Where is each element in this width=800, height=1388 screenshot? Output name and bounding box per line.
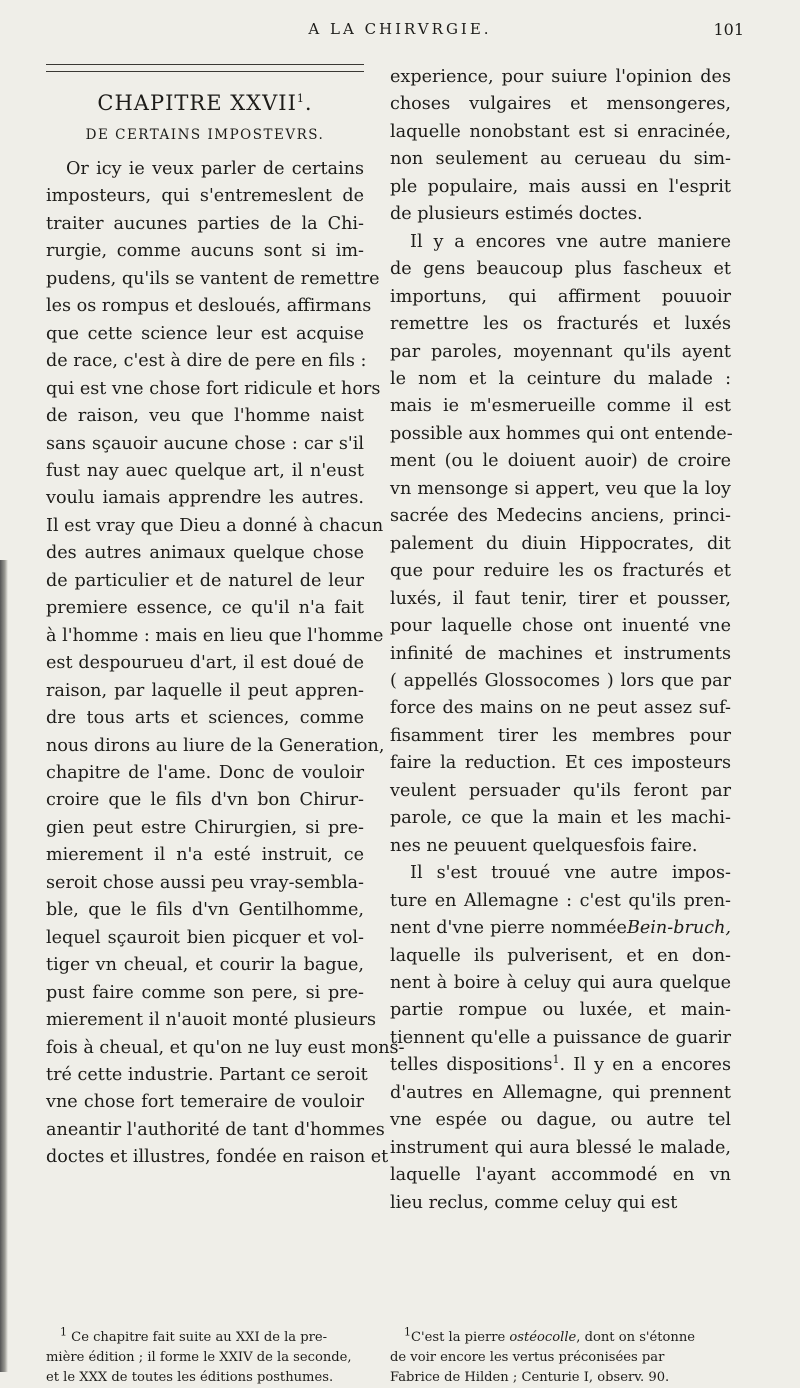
text-line: non seulement au cerueau du sim-: [390, 149, 731, 170]
text-line: doctes et illustres, fondée en raison et: [46, 1147, 389, 1168]
text-line: fois à cheual, et qu'on ne luy eust mons-: [46, 1037, 405, 1058]
text-line: Il est vray que Dieu a donné à chacun: [46, 515, 384, 536]
footnote-line: $^1$C'est la pierre ostéocolle, dont on s'étonne: [404, 1325, 696, 1345]
text-line: qui est vne chose fort ridicule et hors: [46, 378, 381, 399]
text-line: que pour reduire les os fracturés et: [390, 561, 731, 582]
text-line: pust faire comme son pere, si pre-: [46, 982, 364, 1003]
text-line: pudens, qu'ils se vantent de remettre: [46, 268, 380, 289]
text-line: possible aux hommes qui ont entende-: [390, 423, 733, 444]
text-line: traiter aucunes parties de la Chi-: [46, 213, 364, 234]
footnote-line: de voir encore les vertus préconisées par: [390, 1350, 665, 1365]
footnote-line: et le XXX de toutes les éditions posthumes.: [46, 1370, 334, 1385]
text-line: nes ne peuuent quelquesfois faire.: [390, 835, 698, 856]
text-line: importuns, qui affirment pouuoir: [390, 286, 731, 307]
text-line: d'autres en Allemagne, qui prennent: [390, 1082, 731, 1103]
text-line: luxés, il faut tenir, tirer et pousser,: [390, 588, 731, 609]
text-line: vne espée ou dague, ou autre tel: [390, 1110, 731, 1131]
text-line: tiennent qu'elle a puissance de guarir: [390, 1027, 731, 1048]
right-column-text: [390, 64, 731, 1217]
text-line: Il s'est trouué vne autre impos-: [410, 863, 731, 884]
heading-rule: [46, 64, 364, 72]
text-line: le nom et la ceinture du malade :: [390, 368, 731, 389]
text-line: raison, par laquelle il peut appren-: [46, 680, 364, 701]
text-line: laquelle nonobstant est si enracinée,: [390, 121, 731, 142]
text-line: est despourueu d'art, il est doué de: [46, 653, 364, 674]
text-line: ble, que le fils d'vn Gentilhomme,: [46, 900, 364, 921]
text-line: les os rompus et desloués, affirmans: [46, 296, 372, 317]
text-line: tré cette industrie. Partant ce seroit: [46, 1064, 368, 1085]
text-line: des autres animaux quelque chose: [46, 543, 364, 564]
text-line: mais ie m'esmerueille comme il est: [390, 396, 731, 417]
text-line: lieu reclus, comme celuy qui est: [390, 1192, 678, 1213]
text-line: sans sçauoir aucune chose : car s'il: [46, 433, 364, 454]
text-line: lequel sçauroit bien picquer et vol-: [46, 927, 364, 948]
text-line: tiger vn cheual, et courir la bague,: [46, 955, 364, 976]
footnote-line: mière édition ; il forme le XXIV de la seconde,: [46, 1350, 352, 1365]
right-column: [390, 64, 731, 1217]
text-line: parole, ce que la main et les machi-: [390, 808, 731, 829]
text-line: nent à boire à celuy qui aura quelque: [390, 972, 731, 993]
text-line: chapitre de l'ame. Donc de vouloir: [46, 762, 364, 783]
text-line: partie rompue ou luxée, et main-: [390, 1000, 731, 1021]
text-line: sacrée des Medecins anciens, princi-: [390, 506, 731, 527]
text-line: Il y a encores vne autre maniere: [410, 231, 731, 252]
text-line: aneantir l'authorité de tant d'hommes: [46, 1119, 385, 1140]
text-line: ment (ou le doiuent auoir) de croire: [390, 451, 731, 472]
footnote-right: [390, 1325, 731, 1388]
text-line: ( appellés Glossocomes ) lors que par: [390, 670, 731, 691]
text-line: pour laquelle chose ont inuenté vne: [390, 616, 731, 637]
footnote-line: $^1$ Ce chapitre fait suite au XXI de la pre-: [60, 1325, 328, 1345]
text-line: dre tous arts et sciences, comme: [46, 708, 364, 729]
text-line: mierement il n'a esté instruit, ce: [46, 845, 364, 866]
text-line: rurgie, comme aucuns sont si im-: [46, 241, 364, 262]
text-line: infinité de machines et instruments: [390, 643, 731, 664]
text-line: Or icy ie veux parler de certains: [66, 159, 364, 179]
text-line: laquelle ils pulverisent, et en don-: [390, 945, 731, 966]
chapter-title: CHAPITRE XXVII$^1$.: [97, 91, 313, 115]
text-line: faire la reduction. Et ces imposteurs: [390, 753, 731, 774]
text-line: croire que le fils d'vn bon Chirur-: [46, 790, 364, 811]
text-line: à l'homme : mais en lieu que l'homme: [46, 625, 384, 646]
page-number: 101: [713, 20, 744, 39]
text-line: veulent persuader qu'ils feront par: [390, 780, 731, 801]
chapter-subtitle: DE CERTAINS IMPOSTEVRS.: [85, 127, 325, 143]
text-line: ple populaire, mais aussi en l'esprit: [390, 176, 731, 197]
text-line: seroit chose aussi peu vray-sembla-: [46, 872, 364, 893]
text-line: palement du diuin Hippocrates, dit: [390, 533, 731, 554]
text-line: choses vulgaires et mensongeres,: [390, 94, 731, 115]
footnote-line: Fabrice de Hilden ; Centurie I, observ. 90.: [390, 1370, 670, 1385]
text-line: de particulier et de naturel de leur: [46, 570, 364, 591]
left-column-text: [46, 156, 405, 1172]
stone-name: Bein-bruch,: [626, 918, 731, 939]
footnote-left: [46, 1325, 364, 1388]
text-line: que cette science leur est acquise: [46, 323, 364, 344]
text-line: gien peut estre Chirurgien, si pre-: [46, 817, 364, 838]
left-column: [46, 64, 405, 1172]
text-line: mierement il n'auoit monté plusieurs: [46, 1010, 377, 1031]
footnote-marker: 1: [552, 1053, 560, 1067]
text-line: vne chose fort temeraire de vouloir: [46, 1092, 364, 1113]
text-line: force des mains on ne peut assez suf-: [390, 698, 731, 719]
text-line: nous dirons au liure de la Generation,: [46, 735, 385, 756]
running-head: A LA CHIRVRGIE.: [308, 20, 492, 38]
text-line: de gens beaucoup plus fascheux et: [390, 259, 731, 280]
text-line: fisamment tirer les membres pour: [390, 725, 731, 746]
text-line: remettre les os fracturés et luxés: [390, 314, 731, 335]
text-line: laquelle l'ayant accommodé en vn: [390, 1165, 731, 1186]
text-line: fust nay auec quelque art, il n'eust: [46, 460, 364, 481]
text-line: ture en Allemagne : c'est qu'ils pren-: [390, 890, 731, 911]
footnote-marker: 1: [296, 92, 305, 105]
text-line: vn mensonge si appert, veu que la loy: [390, 478, 731, 499]
text-line: imposteurs, qui s'entremeslent de: [46, 186, 364, 207]
text-line: par paroles, moyennant qu'ils ayent: [390, 341, 731, 362]
text-line: telles dispositions$^1$. Il y en a encores: [390, 1053, 731, 1076]
text-line: de race, c'est à dire de pere en fils :: [46, 351, 367, 372]
text-line: de plusieurs estimés doctes.: [390, 204, 643, 225]
text-line: nent d'vne pierre nomméeBein-bruch,: [390, 918, 731, 939]
text-line: voulu iamais apprendre les autres.: [46, 488, 364, 509]
text-line: instrument qui aura blessé le malade,: [390, 1137, 731, 1158]
text-line: de raison, veu que l'homme naist: [46, 406, 364, 427]
page-edge-shadow: [0, 560, 8, 1372]
text-line: premiere essence, ce qu'il n'a fait: [46, 598, 364, 619]
text-line: experience, pour suiure l'opinion des: [390, 67, 731, 87]
